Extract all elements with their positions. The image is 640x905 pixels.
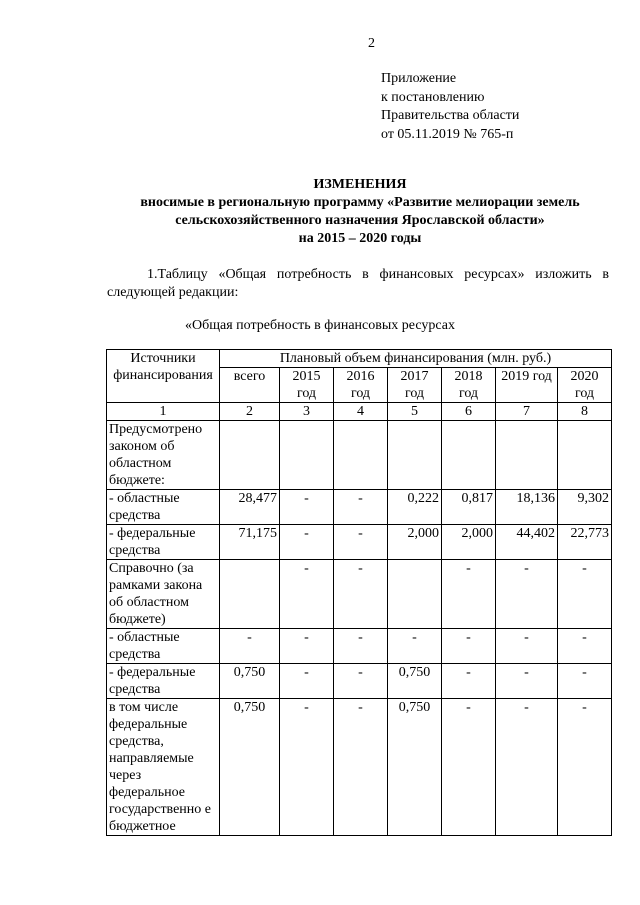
- column-number: 3: [280, 403, 334, 421]
- heading-line: вносимые в региональную программу «Развитие мелиорации земель: [140, 195, 580, 210]
- cell-value: -: [280, 699, 334, 836]
- header-source: Источники финансирования: [107, 350, 220, 403]
- table-row: [107, 490, 612, 525]
- cell-value: [280, 421, 334, 490]
- header-year: 2015 год: [280, 368, 334, 403]
- cell-value: [220, 560, 280, 629]
- cell-value: -: [334, 560, 388, 629]
- header-year: 2020 год: [558, 368, 612, 403]
- cell-value: -: [280, 629, 334, 664]
- cell-value: -: [280, 664, 334, 699]
- appendix-line: от 05.11.2019 № 765-п: [381, 126, 514, 142]
- table-row: [107, 629, 612, 664]
- page-number: 2: [368, 36, 375, 51]
- row-label: в том числе федеральные средства, направляемые через федеральное государственно е бюджетное: [107, 699, 220, 836]
- cell-value: 71,175: [220, 525, 280, 560]
- body-paragraph: 1.Таблицу «Общая потребность в финансовых ресурсах» изложить в следующей редакции:: [107, 267, 609, 300]
- cell-value: -: [496, 664, 558, 699]
- column-number: 7: [496, 403, 558, 421]
- cell-value: 0,750: [220, 699, 280, 836]
- cell-value: -: [388, 629, 442, 664]
- header-year: 2016 год: [334, 368, 388, 403]
- cell-value: -: [558, 664, 612, 699]
- table-row: [107, 421, 612, 490]
- cell-value: -: [334, 490, 388, 525]
- column-number: 6: [442, 403, 496, 421]
- cell-value: 22,773: [558, 525, 612, 560]
- header-year: 2019 год: [496, 368, 558, 403]
- cell-value: -: [280, 560, 334, 629]
- table-header-row: [107, 350, 612, 368]
- cell-value: [558, 421, 612, 490]
- column-number: 8: [558, 403, 612, 421]
- table-row: [107, 664, 612, 699]
- heading-title: ИЗМЕНЕНИЯ: [313, 177, 407, 192]
- cell-value: [220, 421, 280, 490]
- cell-value: 18,136: [496, 490, 558, 525]
- row-label: - областные средства: [107, 490, 220, 525]
- cell-value: 9,302: [558, 490, 612, 525]
- document-heading: [80, 176, 640, 248]
- header-year: 2018 год: [442, 368, 496, 403]
- appendix-line: к постановлению: [381, 89, 485, 105]
- cell-value: 0,222: [388, 490, 442, 525]
- cell-value: -: [334, 664, 388, 699]
- header-year: 2017 год: [388, 368, 442, 403]
- cell-value: -: [496, 699, 558, 836]
- cell-value: -: [558, 629, 612, 664]
- cell-value: 0,750: [220, 664, 280, 699]
- cell-value: -: [334, 525, 388, 560]
- finance-table: [106, 349, 612, 836]
- heading-line: на 2015 – 2020 годы: [298, 231, 422, 246]
- row-label: Предусмотрено законом об областном бюджете:: [107, 421, 220, 490]
- cell-value: -: [496, 629, 558, 664]
- row-label: - федеральные средства: [107, 664, 220, 699]
- column-number-row: [107, 403, 612, 421]
- cell-value: 2,000: [442, 525, 496, 560]
- cell-value: 44,402: [496, 525, 558, 560]
- header-plan: Плановый объем финансирования (млн. руб.): [220, 350, 612, 368]
- cell-value: -: [442, 560, 496, 629]
- cell-value: -: [334, 629, 388, 664]
- cell-value: -: [442, 664, 496, 699]
- table-row: [107, 699, 612, 836]
- table-row: [107, 525, 612, 560]
- appendix-block: [381, 70, 519, 144]
- cell-value: 28,477: [220, 490, 280, 525]
- cell-value: [388, 421, 442, 490]
- cell-value: -: [442, 699, 496, 836]
- header-total: всего: [220, 368, 280, 403]
- cell-value: 2,000: [388, 525, 442, 560]
- cell-value: -: [280, 525, 334, 560]
- cell-value: 0,750: [388, 664, 442, 699]
- cell-value: [442, 421, 496, 490]
- cell-value: -: [280, 490, 334, 525]
- column-number: 5: [388, 403, 442, 421]
- cell-value: 0,750: [388, 699, 442, 836]
- cell-value: -: [442, 629, 496, 664]
- heading-line: сельскохозяйственного назначения Ярославской области»: [175, 213, 545, 228]
- column-number: 1: [107, 403, 220, 421]
- appendix-line: Правительства области: [381, 108, 520, 123]
- cell-value: [496, 421, 558, 490]
- cell-value: 0,817: [442, 490, 496, 525]
- row-label: Справочно (за рамками закона об областном бюджете): [107, 560, 220, 629]
- table-caption: «Общая потребность в финансовых ресурсах: [185, 318, 455, 333]
- cell-value: -: [334, 699, 388, 836]
- cell-value: [388, 560, 442, 629]
- column-number: 4: [334, 403, 388, 421]
- appendix-line: Приложение: [381, 71, 457, 86]
- column-number: 2: [220, 403, 280, 421]
- table-row: [107, 560, 612, 629]
- cell-value: -: [220, 629, 280, 664]
- row-label: - федеральные средства: [107, 525, 220, 560]
- cell-value: -: [558, 560, 612, 629]
- row-label: - областные средства: [107, 629, 220, 664]
- cell-value: -: [496, 560, 558, 629]
- cell-value: [334, 421, 388, 490]
- cell-value: -: [558, 699, 612, 836]
